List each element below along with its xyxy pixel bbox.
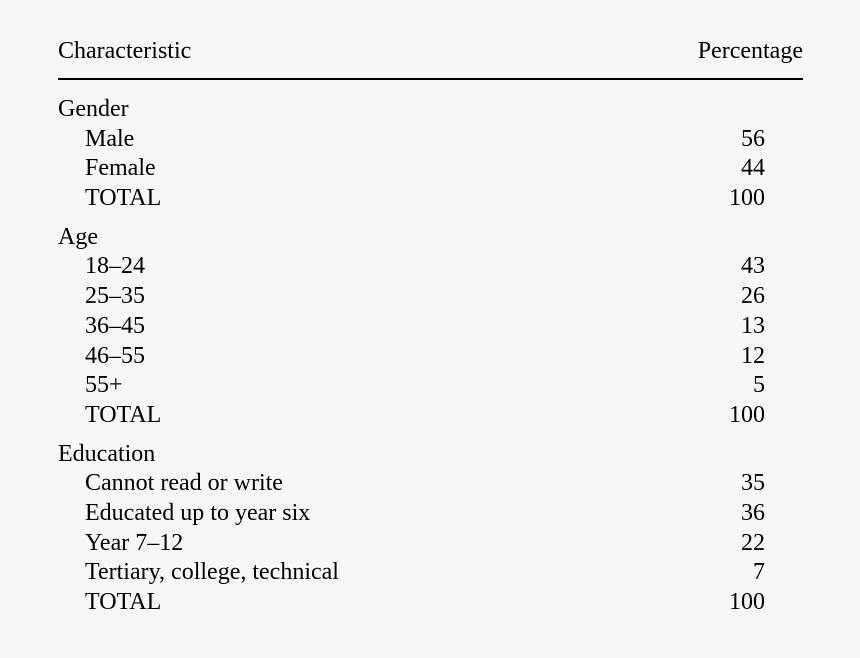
row-value: 5 xyxy=(753,372,765,399)
table-row xyxy=(58,184,803,214)
table-row xyxy=(58,125,803,155)
row-value: 56 xyxy=(741,125,765,152)
table-body xyxy=(58,80,803,618)
row-value: 35 xyxy=(741,470,765,497)
row-value: 36 xyxy=(741,499,765,526)
row-label: Male xyxy=(85,125,135,152)
row-label: Cannot read or write xyxy=(85,470,283,497)
row-label: Year 7–12 xyxy=(85,529,184,556)
group-title: Age xyxy=(58,223,98,250)
row-value: 7 xyxy=(753,559,765,586)
table-row xyxy=(58,282,803,312)
table-row xyxy=(58,499,803,529)
table-header xyxy=(58,34,803,80)
row-value: 43 xyxy=(741,253,765,280)
table-row xyxy=(58,342,803,372)
group-gender xyxy=(58,95,803,214)
group-age xyxy=(58,223,803,431)
table-row xyxy=(58,371,803,401)
row-label: 18–24 xyxy=(85,253,145,280)
characteristics-table xyxy=(58,34,803,627)
row-label: 46–55 xyxy=(85,342,145,369)
table-row xyxy=(58,529,803,559)
row-label: 55+ xyxy=(85,372,123,399)
table-row xyxy=(58,312,803,342)
table-row xyxy=(58,252,803,282)
group-title: Gender xyxy=(58,96,129,122)
row-label: Educated up to year six xyxy=(85,499,311,526)
table-row xyxy=(58,588,803,618)
row-label: 25–35 xyxy=(85,283,145,310)
table-row xyxy=(58,558,803,588)
group-title: Education xyxy=(58,440,156,467)
row-label: TOTAL xyxy=(85,589,162,615)
column-header-characteristic: Characteristic xyxy=(58,38,192,64)
table-row xyxy=(58,154,803,184)
table-row xyxy=(58,469,803,499)
row-value: 22 xyxy=(741,529,765,556)
row-label: 36–45 xyxy=(85,312,145,339)
row-value: 26 xyxy=(741,283,765,310)
group-education xyxy=(58,440,803,618)
row-label: Tertiary, college, technical xyxy=(85,559,339,586)
row-value: 44 xyxy=(741,155,765,182)
row-value: 13 xyxy=(741,312,765,339)
row-label: TOTAL xyxy=(85,185,162,212)
row-value: 100 xyxy=(729,401,765,428)
table-row xyxy=(58,401,803,431)
row-value: 12 xyxy=(741,342,765,369)
row-label: Female xyxy=(85,155,156,182)
row-value: 100 xyxy=(729,589,765,615)
row-value: 100 xyxy=(729,185,765,212)
column-header-percentage: Percentage xyxy=(697,38,803,64)
row-label: TOTAL xyxy=(85,401,162,428)
